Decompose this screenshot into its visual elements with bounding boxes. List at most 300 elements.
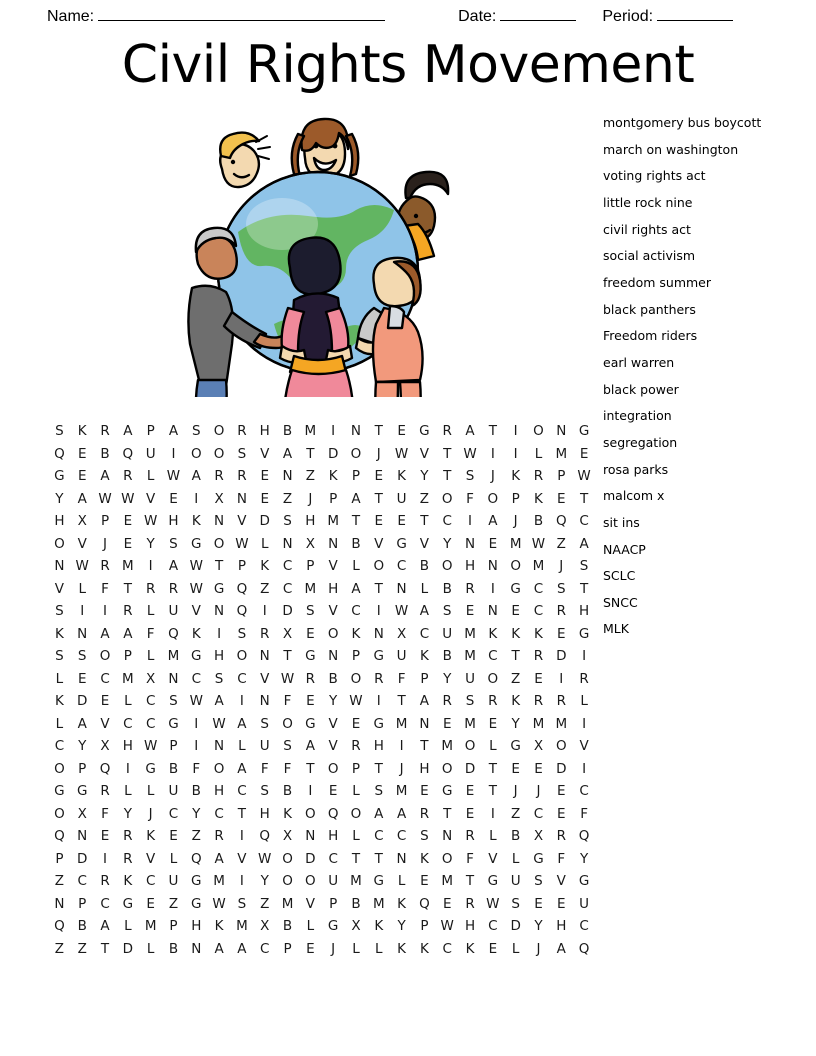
grid-letter[interactable]: E: [169, 828, 178, 844]
grid-letter[interactable]: O: [236, 648, 248, 664]
word-list-item[interactable]: segregation: [603, 434, 678, 450]
word-list-item[interactable]: SNCC: [603, 594, 638, 610]
grid-letter[interactable]: P: [306, 558, 315, 574]
grid-letter[interactable]: F: [260, 760, 269, 777]
grid-letter[interactable]: L: [511, 850, 520, 867]
grid-letter[interactable]: K: [511, 625, 521, 642]
grid-letter[interactable]: P: [78, 760, 87, 777]
grid-letter[interactable]: E: [420, 873, 429, 889]
grid-letter[interactable]: Q: [578, 940, 590, 957]
grid-letter[interactable]: A: [100, 468, 110, 484]
grid-letter[interactable]: X: [282, 625, 293, 642]
grid-letter[interactable]: V: [260, 670, 270, 687]
grid-letter[interactable]: R: [465, 828, 475, 844]
grid-letter[interactable]: U: [396, 490, 407, 507]
grid-letter[interactable]: A: [100, 625, 110, 642]
grid-letter[interactable]: I: [513, 423, 518, 439]
grid-letter[interactable]: C: [145, 873, 156, 889]
grid-letter[interactable]: T: [511, 648, 520, 664]
grid-letter[interactable]: A: [396, 805, 407, 822]
grid-letter[interactable]: B: [282, 423, 293, 439]
grid-letter[interactable]: X: [77, 513, 87, 529]
grid-letter[interactable]: R: [556, 693, 566, 709]
grid-letter[interactable]: B: [282, 918, 293, 934]
grid-letter[interactable]: H: [305, 513, 316, 529]
grid-letter[interactable]: V: [419, 535, 430, 552]
grid-letter[interactable]: S: [77, 648, 87, 664]
grid-letter[interactable]: A: [168, 423, 179, 439]
grid-letter[interactable]: O: [54, 805, 65, 822]
grid-letter[interactable]: K: [397, 895, 407, 912]
grid-letter[interactable]: Q: [259, 828, 271, 844]
grid-letter[interactable]: Y: [260, 873, 269, 889]
grid-letter[interactable]: E: [442, 715, 452, 732]
grid-letter[interactable]: E: [77, 468, 87, 484]
grid-letter[interactable]: I: [171, 445, 176, 462]
grid-letter[interactable]: W: [143, 513, 158, 529]
grid-letter[interactable]: E: [534, 760, 543, 777]
grid-letter[interactable]: R: [260, 625, 270, 642]
grid-letter[interactable]: A: [100, 918, 110, 934]
grid-letter[interactable]: E: [397, 513, 406, 529]
word-list-item[interactable]: NAACP: [603, 541, 646, 557]
grid-letter[interactable]: G: [305, 648, 316, 664]
grid-letter[interactable]: W: [212, 715, 226, 732]
grid-letter[interactable]: E: [100, 693, 110, 709]
grid-letter[interactable]: N: [54, 895, 65, 912]
grid-letter[interactable]: U: [510, 873, 521, 889]
grid-letter[interactable]: R: [168, 580, 179, 597]
grid-letter[interactable]: H: [122, 738, 133, 754]
grid-letter[interactable]: W: [463, 445, 477, 462]
grid-letter[interactable]: G: [373, 715, 385, 732]
grid-letter[interactable]: P: [329, 490, 338, 507]
grid-letter[interactable]: R: [305, 670, 316, 687]
grid-letter[interactable]: S: [191, 423, 201, 439]
name-write-line[interactable]: [98, 7, 385, 21]
grid-letter[interactable]: X: [146, 670, 156, 687]
grid-letter[interactable]: L: [260, 535, 269, 552]
grid-letter[interactable]: T: [488, 783, 497, 799]
grid-letter[interactable]: L: [511, 940, 520, 957]
grid-letter[interactable]: R: [465, 580, 475, 597]
grid-letter[interactable]: K: [123, 873, 133, 889]
grid-letter[interactable]: R: [533, 468, 544, 484]
grid-letter[interactable]: I: [490, 445, 495, 462]
grid-letter[interactable]: E: [169, 490, 178, 507]
grid-letter[interactable]: Q: [327, 805, 339, 822]
grid-letter[interactable]: M: [281, 895, 294, 912]
grid-letter[interactable]: D: [77, 850, 88, 867]
grid-letter[interactable]: M: [395, 783, 408, 799]
grid-letter[interactable]: I: [399, 738, 404, 754]
grid-letter[interactable]: P: [55, 850, 64, 867]
grid-letter[interactable]: H: [464, 558, 476, 574]
grid-letter[interactable]: U: [168, 603, 179, 619]
grid-letter[interactable]: E: [557, 625, 566, 642]
grid-letter[interactable]: O: [190, 445, 202, 462]
grid-letter[interactable]: D: [259, 513, 270, 529]
grid-letter[interactable]: D: [464, 760, 476, 777]
grid-letter[interactable]: V: [260, 445, 270, 462]
grid-letter[interactable]: U: [168, 873, 179, 889]
grid-letter[interactable]: T: [420, 513, 429, 529]
word-list-item[interactable]: freedom summer: [603, 274, 711, 290]
grid-letter[interactable]: O: [464, 738, 476, 754]
grid-letter[interactable]: O: [350, 445, 362, 462]
grid-letter[interactable]: F: [397, 670, 406, 687]
grid-letter[interactable]: U: [579, 895, 590, 912]
grid-letter[interactable]: G: [533, 850, 544, 867]
grid-letter[interactable]: B: [168, 940, 179, 957]
grid-letter[interactable]: N: [464, 535, 476, 552]
grid-letter[interactable]: C: [282, 558, 293, 574]
word-list-item[interactable]: little rock nine: [603, 194, 693, 210]
grid-letter[interactable]: C: [579, 918, 589, 934]
grid-letter[interactable]: K: [419, 850, 429, 867]
grid-letter[interactable]: L: [146, 648, 155, 664]
grid-letter[interactable]: J: [559, 558, 564, 574]
grid-letter[interactable]: A: [351, 580, 361, 597]
grid-letter[interactable]: O: [213, 423, 225, 439]
grid-letter[interactable]: E: [465, 783, 475, 799]
grid-letter[interactable]: A: [123, 423, 133, 439]
grid-letter[interactable]: X: [282, 828, 293, 844]
grid-letter[interactable]: V: [77, 535, 87, 552]
grid-letter[interactable]: V: [146, 850, 156, 867]
grid-letter[interactable]: Z: [305, 468, 315, 484]
grid-letter[interactable]: N: [77, 828, 88, 844]
grid-letter[interactable]: T: [306, 760, 315, 777]
grid-letter[interactable]: E: [534, 895, 543, 912]
grid-letter[interactable]: L: [397, 873, 406, 889]
grid-letter[interactable]: F: [101, 805, 109, 822]
grid-letter[interactable]: Z: [511, 670, 521, 687]
grid-letter[interactable]: Y: [146, 535, 155, 552]
grid-letter[interactable]: E: [488, 535, 498, 552]
grid-letter[interactable]: N: [282, 468, 293, 484]
grid-letter[interactable]: S: [556, 580, 566, 597]
grid-letter[interactable]: M: [441, 873, 454, 889]
word-list-item[interactable]: montgomery bus boycott: [603, 115, 762, 130]
grid-letter[interactable]: S: [420, 828, 429, 844]
grid-letter[interactable]: M: [532, 558, 545, 574]
grid-letter[interactable]: J: [536, 783, 541, 799]
grid-letter[interactable]: H: [259, 423, 270, 439]
word-list-item[interactable]: civil rights act: [603, 221, 691, 237]
grid-letter[interactable]: X: [533, 738, 544, 754]
grid-letter[interactable]: B: [77, 918, 87, 934]
grid-letter[interactable]: S: [237, 895, 247, 912]
grid-letter[interactable]: G: [510, 580, 521, 597]
grid-letter[interactable]: P: [351, 468, 361, 484]
grid-letter[interactable]: O: [213, 535, 225, 552]
grid-letter[interactable]: N: [419, 715, 430, 732]
grid-letter[interactable]: W: [143, 738, 158, 754]
grid-letter[interactable]: J: [331, 940, 336, 957]
grid-letter[interactable]: Q: [236, 580, 248, 597]
grid-letter[interactable]: V: [488, 850, 498, 867]
grid-letter[interactable]: L: [146, 603, 155, 619]
grid-letter[interactable]: S: [465, 468, 475, 484]
grid-letter[interactable]: M: [372, 895, 385, 912]
grid-letter[interactable]: Z: [260, 580, 270, 597]
grid-letter[interactable]: G: [191, 535, 202, 552]
grid-letter[interactable]: V: [237, 850, 247, 867]
grid-letter[interactable]: A: [168, 558, 179, 574]
grid-letter[interactable]: B: [328, 670, 338, 687]
grid-letter[interactable]: P: [146, 423, 155, 439]
grid-letter[interactable]: R: [374, 670, 384, 687]
grid-letter[interactable]: A: [214, 940, 224, 957]
grid-letter[interactable]: S: [214, 670, 224, 687]
grid-letter[interactable]: T: [351, 850, 361, 867]
grid-letter[interactable]: I: [239, 828, 244, 844]
grid-letter[interactable]: A: [351, 490, 361, 507]
grid-letter[interactable]: S: [465, 693, 475, 709]
grid-letter[interactable]: M: [327, 513, 339, 529]
grid-letter[interactable]: G: [76, 783, 88, 799]
grid-letter[interactable]: F: [283, 693, 292, 709]
grid-letter[interactable]: C: [488, 918, 498, 934]
grid-letter[interactable]: T: [397, 693, 406, 709]
grid-letter[interactable]: O: [350, 670, 362, 687]
grid-letter[interactable]: F: [466, 490, 474, 507]
grid-letter[interactable]: I: [125, 760, 130, 777]
grid-letter[interactable]: K: [419, 940, 429, 957]
grid-letter[interactable]: J: [103, 535, 108, 552]
grid-letter[interactable]: N: [259, 648, 270, 664]
grid-letter[interactable]: B: [533, 513, 544, 529]
grid-letter[interactable]: G: [373, 648, 385, 664]
grid-letter[interactable]: U: [396, 648, 407, 664]
grid-letter[interactable]: N: [282, 535, 293, 552]
grid-letter[interactable]: X: [305, 535, 315, 552]
grid-letter[interactable]: D: [77, 693, 88, 709]
grid-letter[interactable]: T: [443, 445, 452, 462]
word-list-item[interactable]: integration: [603, 408, 672, 424]
grid-letter[interactable]: E: [442, 895, 452, 912]
grid-letter[interactable]: R: [123, 850, 133, 867]
grid-letter[interactable]: R: [351, 738, 361, 754]
grid-letter[interactable]: T: [100, 940, 110, 957]
grid-letter[interactable]: N: [396, 850, 407, 867]
grid-letter[interactable]: P: [169, 918, 178, 934]
grid-letter[interactable]: T: [123, 580, 132, 597]
grid-letter[interactable]: K: [351, 625, 361, 642]
grid-letter[interactable]: W: [394, 445, 409, 462]
word-list-item[interactable]: sit ins: [603, 514, 640, 530]
grid-letter[interactable]: Y: [55, 490, 64, 507]
grid-letter[interactable]: F: [146, 625, 155, 642]
grid-letter[interactable]: M: [441, 738, 454, 754]
grid-letter[interactable]: Y: [511, 715, 520, 732]
grid-letter[interactable]: E: [465, 805, 475, 822]
grid-letter[interactable]: J: [376, 445, 381, 462]
grid-letter[interactable]: L: [420, 580, 429, 597]
grid-letter[interactable]: A: [282, 445, 293, 462]
grid-letter[interactable]: R: [556, 828, 566, 844]
grid-letter[interactable]: N: [168, 670, 179, 687]
grid-letter[interactable]: O: [282, 873, 293, 889]
grid-letter[interactable]: S: [260, 715, 269, 732]
grid-letter[interactable]: L: [534, 445, 543, 462]
grid-letter[interactable]: H: [556, 918, 567, 934]
grid-letter[interactable]: O: [487, 490, 499, 507]
grid-letter[interactable]: L: [124, 693, 132, 709]
grid-letter[interactable]: N: [328, 535, 339, 552]
grid-letter[interactable]: C: [396, 828, 407, 844]
grid-letter[interactable]: R: [533, 693, 544, 709]
word-list-item[interactable]: earl warren: [603, 354, 675, 370]
grid-letter[interactable]: P: [169, 738, 178, 754]
grid-letter[interactable]: E: [397, 423, 406, 439]
grid-letter[interactable]: H: [419, 760, 430, 777]
grid-letter[interactable]: Y: [443, 670, 452, 687]
grid-letter[interactable]: F: [580, 805, 588, 822]
grid-letter[interactable]: K: [146, 828, 156, 844]
grid-letter[interactable]: K: [397, 940, 407, 957]
grid-letter[interactable]: W: [440, 918, 454, 934]
grid-letter[interactable]: M: [395, 715, 408, 732]
grid-letter[interactable]: G: [487, 873, 499, 889]
grid-letter[interactable]: Y: [420, 468, 429, 484]
grid-letter[interactable]: C: [533, 603, 544, 619]
grid-letter[interactable]: S: [283, 513, 292, 529]
grid-letter[interactable]: O: [282, 715, 293, 732]
grid-letter[interactable]: J: [513, 783, 518, 799]
grid-letter[interactable]: M: [167, 648, 180, 664]
grid-letter[interactable]: I: [582, 760, 587, 777]
grid-letter[interactable]: T: [374, 490, 383, 507]
grid-letter[interactable]: J: [513, 513, 518, 529]
word-list-item[interactable]: black power: [603, 381, 679, 397]
grid-letter[interactable]: K: [374, 918, 384, 934]
grid-letter[interactable]: Q: [578, 828, 590, 844]
grid-letter[interactable]: S: [442, 603, 452, 619]
grid-letter[interactable]: J: [148, 805, 153, 822]
grid-letter[interactable]: K: [328, 468, 338, 484]
grid-letter[interactable]: O: [282, 850, 293, 867]
grid-letter[interactable]: D: [510, 918, 521, 934]
grid-letter[interactable]: S: [534, 873, 543, 889]
grid-letter[interactable]: W: [75, 558, 89, 574]
grid-letter[interactable]: P: [511, 490, 520, 507]
grid-letter[interactable]: G: [510, 738, 521, 754]
grid-letter[interactable]: K: [77, 423, 87, 439]
grid-letter[interactable]: V: [237, 513, 247, 529]
grid-letter[interactable]: S: [374, 783, 384, 799]
grid-letter[interactable]: V: [305, 895, 315, 912]
grid-letter[interactable]: O: [533, 423, 544, 439]
grid-letter[interactable]: T: [579, 580, 589, 597]
grid-letter[interactable]: Y: [397, 918, 406, 934]
grid-letter[interactable]: O: [373, 558, 385, 574]
grid-letter[interactable]: K: [419, 648, 429, 664]
grid-letter[interactable]: Z: [419, 490, 430, 507]
grid-letter[interactable]: C: [488, 648, 498, 664]
grid-letter[interactable]: O: [327, 760, 339, 777]
grid-letter[interactable]: I: [468, 513, 473, 529]
grid-letter[interactable]: N: [396, 580, 407, 597]
grid-letter[interactable]: S: [306, 603, 315, 619]
grid-letter[interactable]: A: [237, 760, 247, 777]
grid-letter[interactable]: K: [283, 805, 292, 822]
grid-letter[interactable]: B: [351, 895, 361, 912]
grid-letter[interactable]: X: [533, 828, 544, 844]
grid-letter[interactable]: T: [488, 423, 497, 439]
grid-letter[interactable]: B: [511, 828, 521, 844]
grid-letter[interactable]: V: [556, 873, 566, 889]
grid-letter[interactable]: N: [487, 603, 498, 619]
grid-letter[interactable]: I: [490, 805, 495, 822]
grid-letter[interactable]: V: [579, 738, 589, 754]
grid-letter[interactable]: R: [123, 603, 133, 619]
grid-letter[interactable]: A: [191, 468, 201, 484]
grid-letter[interactable]: Z: [54, 940, 65, 957]
grid-letter[interactable]: Q: [122, 445, 134, 462]
grid-letter[interactable]: G: [54, 783, 65, 799]
grid-letter[interactable]: C: [579, 783, 589, 799]
grid-letter[interactable]: X: [396, 625, 407, 642]
grid-letter[interactable]: N: [556, 423, 567, 439]
grid-letter[interactable]: D: [556, 760, 567, 777]
grid-letter[interactable]: Y: [123, 805, 132, 822]
grid-letter[interactable]: E: [374, 513, 384, 529]
grid-letter[interactable]: A: [123, 625, 133, 642]
grid-letter[interactable]: G: [191, 895, 202, 912]
grid-letter[interactable]: N: [328, 648, 339, 664]
grid-letter[interactable]: J: [490, 468, 495, 484]
grid-letter[interactable]: J: [536, 940, 541, 957]
grid-letter[interactable]: E: [351, 715, 361, 732]
grid-letter[interactable]: K: [214, 918, 224, 934]
grid-letter[interactable]: K: [260, 558, 270, 574]
grid-letter[interactable]: W: [486, 895, 500, 912]
grid-letter[interactable]: Y: [78, 738, 87, 754]
grid-letter[interactable]: I: [582, 715, 587, 732]
grid-letter[interactable]: G: [578, 873, 590, 889]
grid-letter[interactable]: E: [557, 783, 566, 799]
grid-letter[interactable]: D: [282, 603, 293, 619]
grid-letter[interactable]: S: [169, 693, 178, 709]
grid-letter[interactable]: T: [374, 580, 383, 597]
grid-letter[interactable]: R: [214, 468, 224, 484]
grid-letter[interactable]: E: [420, 783, 429, 799]
grid-letter[interactable]: N: [214, 603, 225, 619]
grid-letter[interactable]: C: [100, 895, 110, 912]
grid-letter[interactable]: M: [122, 670, 134, 687]
grid-letter[interactable]: M: [213, 873, 225, 889]
grid-letter[interactable]: C: [237, 783, 247, 799]
grid-letter[interactable]: A: [214, 850, 224, 867]
grid-letter[interactable]: Q: [236, 603, 248, 619]
grid-letter[interactable]: Y: [579, 850, 589, 867]
grid-letter[interactable]: S: [55, 603, 64, 619]
grid-letter[interactable]: P: [123, 648, 132, 664]
grid-letter[interactable]: I: [308, 783, 313, 799]
grid-letter[interactable]: N: [77, 625, 88, 642]
grid-letter[interactable]: G: [327, 918, 339, 934]
grid-letter[interactable]: S: [283, 738, 292, 754]
grid-letter[interactable]: S: [237, 625, 247, 642]
grid-letter[interactable]: C: [77, 873, 87, 889]
grid-letter[interactable]: A: [214, 693, 224, 709]
grid-letter[interactable]: K: [511, 468, 521, 484]
grid-letter[interactable]: P: [351, 648, 361, 664]
grid-letter[interactable]: C: [328, 850, 338, 867]
grid-letter[interactable]: G: [168, 715, 179, 732]
